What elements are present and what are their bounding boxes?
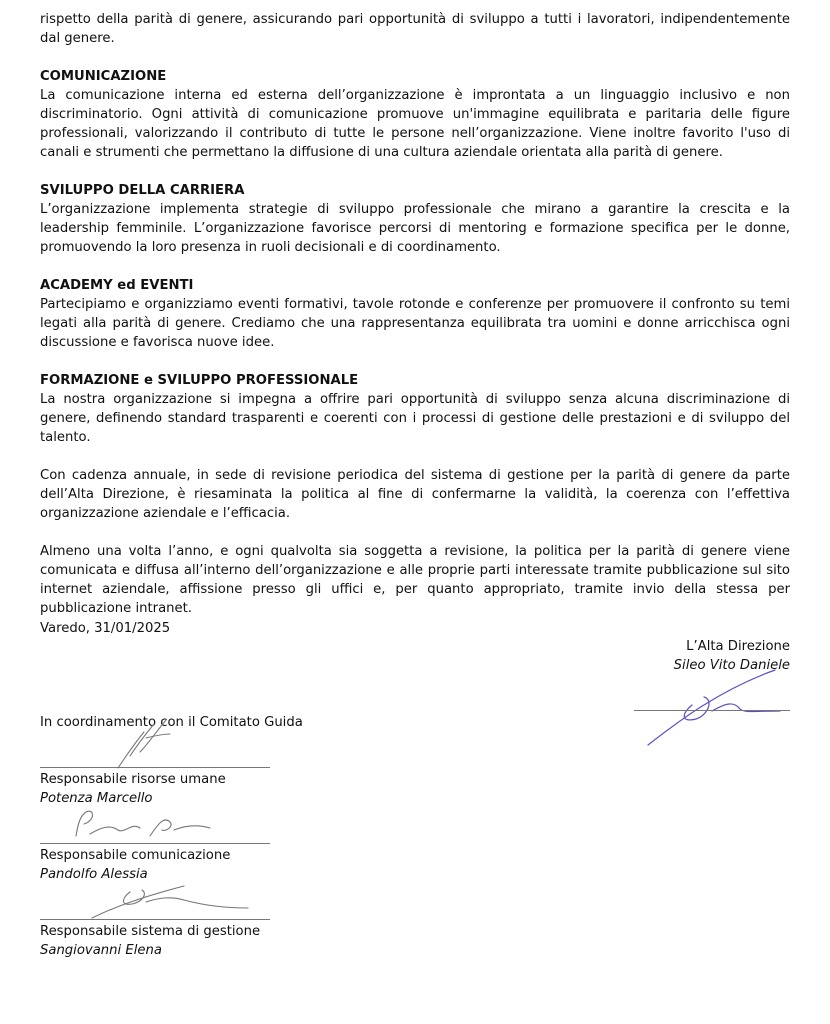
- section-heading: FORMAZIONE e SVILUPPO PROFESSIONALE: [40, 373, 359, 388]
- section-comunicazione: [40, 67, 790, 162]
- section-formazione: [40, 371, 790, 447]
- signatory-name: Sangiovanni Elena: [40, 943, 162, 958]
- signatory-hr: [40, 770, 226, 808]
- section-body: Partecipiamo e organizziamo eventi formativi, tavole rotonde e conferenze per promuovere il confronto su temi legati alla parità di genere. Crediamo che una rappresentanza equilibrata tra uomini e donne arricchisca ogni discussione e favorisca nuove idee.: [40, 297, 790, 350]
- section-sviluppo-carriera: [40, 181, 790, 257]
- signatory-name: Pandolfo Alessia: [40, 867, 148, 882]
- section-heading: SVILUPPO DELLA CARRIERA: [40, 183, 245, 198]
- section-body: La comunicazione interna ed esterna dell’organizzazione è improntata a un linguaggio inclusivo e non discriminatorio. Ogni attività di comunicazione promuove un'immagine equilibrata e paritaria delle figure professionali, valorizzando il contributo di tutte le persone nell’organizzazione. Viene inoltre favorito l'uso di canali e strumenti che permettano la diffusione di una cultura aziendale orientata alla parità di genere.: [40, 88, 790, 160]
- communication-signature-line: [40, 843, 270, 844]
- review-paragraph: Con cadenza annuale, in sede di revisione periodica del sistema di gestione per la parità di genere da parte dell’Alta Direzione, è riesaminata la politica al fine di confermarne la validità, la coerenza con l’effettiva organizzazione aziendale e l’efficacia.: [40, 468, 790, 521]
- section-heading: COMUNICAZIONE: [40, 69, 167, 84]
- signatory-communication: [40, 846, 230, 884]
- signatory-role: Responsabile sistema di gestione: [40, 924, 261, 939]
- communication-signature: [70, 806, 220, 846]
- signatory-role: Responsabile risorse umane: [40, 772, 226, 787]
- section-body: La nostra organizzazione si impegna a offrire pari opportunità di sviluppo senza alcuna discriminazione di genere, definendo standard trasparenti e coerenti con i processi di gestione delle prestazioni e di sviluppo del talento.: [40, 392, 790, 445]
- direction-name: Sileo Vito Daniele: [673, 658, 790, 673]
- signatory-role: Responsabile comunicazione: [40, 848, 231, 863]
- intro-paragraph: rispetto della parità di genere, assicurando pari opportunità di sviluppo a tutti i lavoratori, indipendentemente dal genere.: [40, 12, 790, 46]
- management-system-signature-line: [40, 919, 270, 920]
- signatory-management-system: [40, 922, 260, 960]
- direction-signature-line: [634, 710, 790, 711]
- section-body: L’organizzazione implementa strategie di sviluppo professionale che mirano a garantire la crescita e la leadership femminile. L’organizzazione favorisce percorsi di mentoring e formazione specifica per le donne, promuovendo la loro presenza in ruoli decisionali e di coordinamento.: [40, 202, 790, 255]
- place-date: Varedo, 31/01/2025: [40, 621, 171, 636]
- communication-paragraph: Almeno una volta l’anno, e ogni qualvolta sia soggetta a revisione, la politica per la parità di genere viene comunicata e diffusa all’interno dell’organizzazione e alle proprie parti interessate tramite pubblicazione sul sito internet aziendale, affissione presso gli uffici e, per quanto appropriato, tramite invio della stessa per pubblicazione intranet.: [40, 544, 790, 616]
- hr-signature-line: [40, 767, 270, 768]
- direction-title: L’Alta Direzione: [686, 639, 790, 654]
- committee-intro: In coordinamento con il Comitato Guida: [40, 715, 303, 730]
- hr-signature: [110, 716, 180, 772]
- section-academy-eventi: [40, 276, 790, 352]
- signatory-name: Potenza Marcello: [40, 791, 153, 806]
- management-system-signature: [88, 880, 258, 922]
- section-heading: ACADEMY ed EVENTI: [40, 278, 194, 293]
